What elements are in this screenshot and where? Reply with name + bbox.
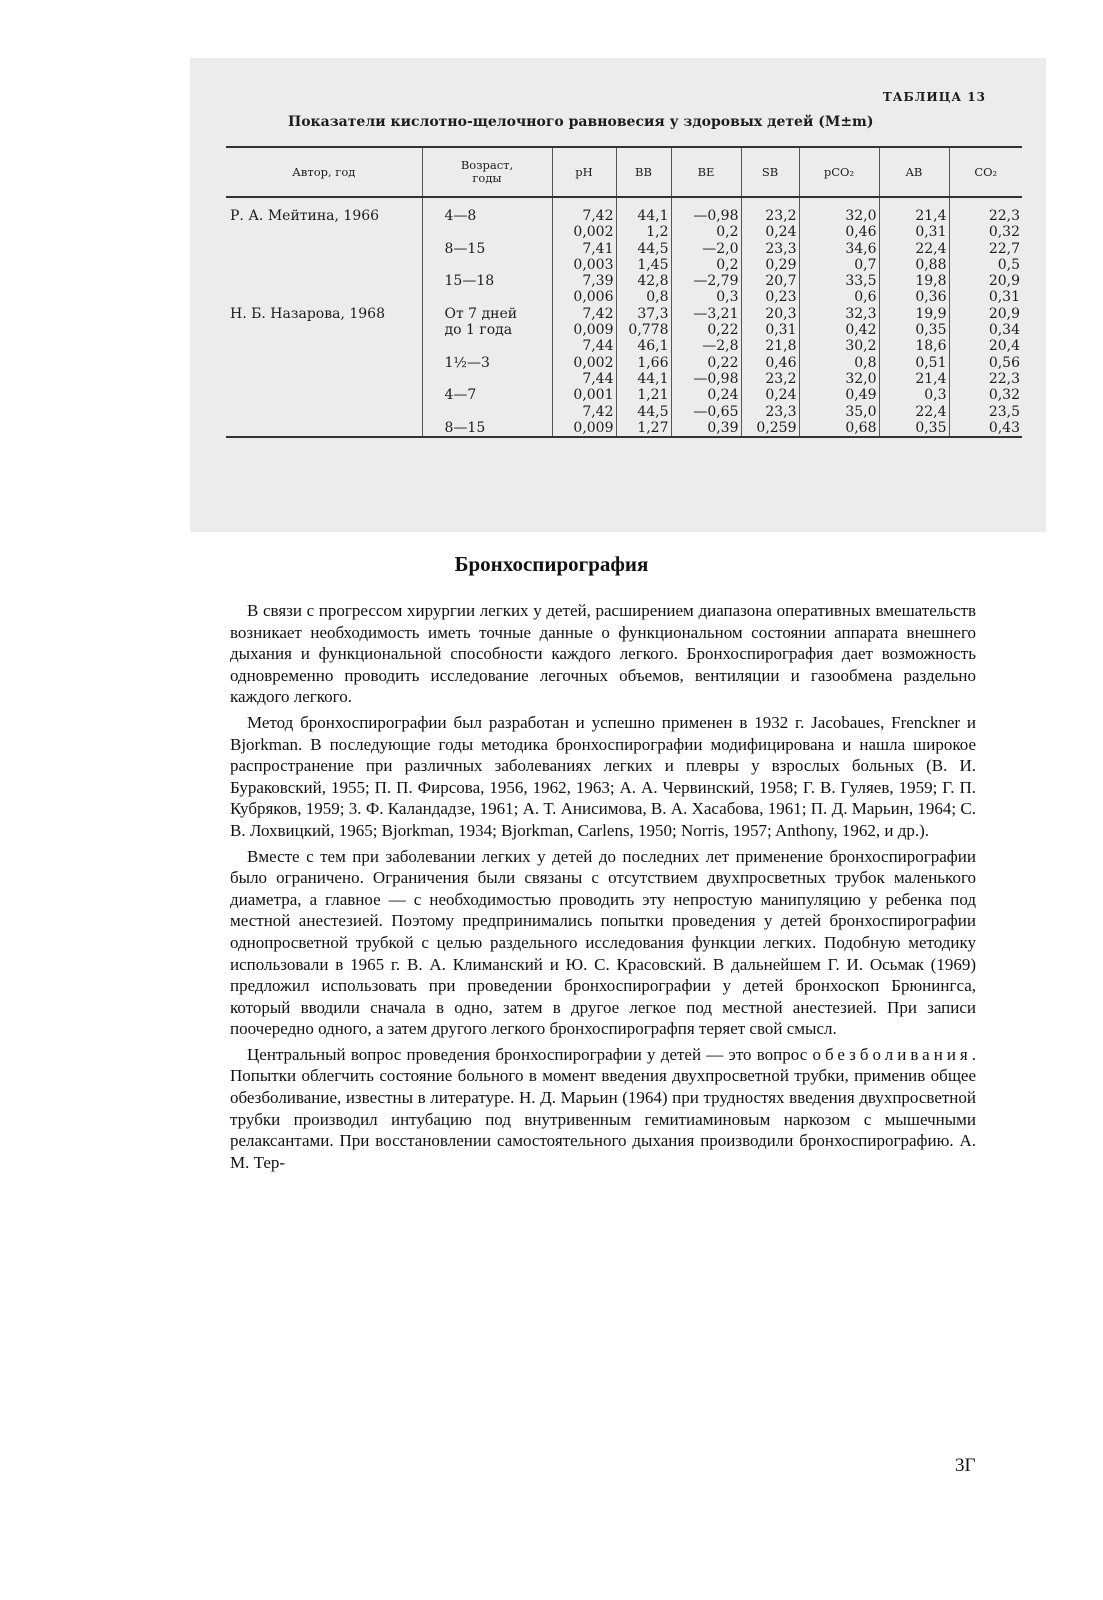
cell-bb: 46,1 (616, 338, 671, 354)
cell-be: —0,98 (671, 208, 741, 224)
header-ph: pH (552, 147, 616, 197)
cell-pco2: 35,0 (799, 404, 879, 420)
header-co2: CO₂ (949, 147, 1022, 197)
table-row (226, 404, 1022, 420)
table-spacer-row (226, 197, 1022, 208)
cell-author (226, 338, 422, 354)
cell-co2: 20,9 (949, 273, 1022, 289)
cell-be: —3,21 (671, 306, 741, 322)
cell-bb: 44,5 (616, 404, 671, 420)
cell-co2: 0,31 (949, 289, 1022, 305)
cell-co2: 23,5 (949, 404, 1022, 420)
cell-sb: 0,24 (741, 224, 799, 240)
header-sb: SB (741, 147, 799, 197)
cell-bb: 1,66 (616, 355, 671, 371)
cell-sb: 0,259 (741, 420, 799, 437)
cell-be: 0,22 (671, 355, 741, 371)
cell-ab: 0,3 (879, 387, 949, 403)
cell-co2: 0,32 (949, 224, 1022, 240)
section-heading: Бронхоспирография (454, 552, 649, 576)
page-number: 3Г (955, 1455, 976, 1476)
acid-base-table (226, 146, 1022, 438)
cell-ph: 7,42 (552, 208, 616, 224)
cell-co2: 22,3 (949, 371, 1022, 387)
cell-age: 4—8 (422, 208, 552, 224)
cell-sb: 23,3 (741, 404, 799, 420)
cell-sb: 0,31 (741, 322, 799, 338)
cell-age: 8—15 (422, 241, 552, 257)
cell-age (422, 257, 552, 273)
table-row (226, 338, 1022, 354)
cell-sb: 23,2 (741, 371, 799, 387)
cell-ph: 0,003 (552, 257, 616, 273)
cell-be: —0,65 (671, 404, 741, 420)
cell-sb: 0,23 (741, 289, 799, 305)
cell-sb: 23,2 (741, 208, 799, 224)
cell-ph: 0,009 (552, 322, 616, 338)
cell-ph: 7,42 (552, 404, 616, 420)
cell-ab: 21,4 (879, 371, 949, 387)
cell-be: 0,2 (671, 224, 741, 240)
cell-age: 4—7 (422, 387, 552, 403)
cell-ph: 7,44 (552, 338, 616, 354)
cell-be: 0,22 (671, 322, 741, 338)
header-author: Автор, год (226, 147, 422, 197)
cell-author (226, 355, 422, 371)
header-ab: AB (879, 147, 949, 197)
cell-ab: 22,4 (879, 241, 949, 257)
cell-be: —0,98 (671, 371, 741, 387)
cell-pco2: 0,6 (799, 289, 879, 305)
cell-co2: 20,9 (949, 306, 1022, 322)
cell-ab: 0,88 (879, 257, 949, 273)
cell-sb: 0,29 (741, 257, 799, 273)
cell-author (226, 322, 422, 338)
cell-pco2: 34,6 (799, 241, 879, 257)
cell-ab: 0,31 (879, 224, 949, 240)
cell-co2: 22,7 (949, 241, 1022, 257)
cell-ab: 22,4 (879, 404, 949, 420)
table-row (226, 371, 1022, 387)
cell-author (226, 257, 422, 273)
paragraph: В связи с прогрессом хирургии легких у детей, расширением диапазона оперативных вмешательств возникает необходимость иметь точные данные о функциональном состоянии аппарата внешнего дыхания и функциональной способности каждого легкого. Бронхоспирография дает возможность одновременно проводить исследование легочных объемов, вентиляции и газообмена раздельно каждого легкого. (230, 601, 976, 707)
cell-be: 0,2 (671, 257, 741, 273)
cell-bb: 44,5 (616, 241, 671, 257)
cell-age (422, 224, 552, 240)
cell-ph: 7,41 (552, 241, 616, 257)
header-be: BE (671, 147, 741, 197)
cell-pco2: 0,7 (799, 257, 879, 273)
cell-ab: 0,35 (879, 420, 949, 437)
cell-bb: 1,2 (616, 224, 671, 240)
cell-author: Н. Б. Назарова, 1968 (230, 305, 385, 322)
cell-age: 1½—3 (422, 355, 552, 371)
emphasized-term: обезболивания (812, 1044, 972, 1064)
table-header-row (226, 147, 1022, 197)
cell-age (422, 289, 552, 305)
paragraph: Метод бронхоспирографии был разработан и успешно применен в 1932 г. Jacobaues, Frenckner и Bjorkman. В последующие годы методика бронхоспирографии модифицирована и нашла широкое распространение при различных заболеваниях легких и плевры у взрослых больных (В. И. Бураковский, 1955; П. П. Фирсова, 1956, 1962, 1963; А. А. Червинский, 1958; Г. В. Гуляев, 1959; Г. П. Кубряков, 1959; 3. Ф. Каландадзе, 1961; А. Т. Анисимова, В. А. Хасабова, 1961; П. Д. Марьин, 1964; С. В. Лохвицкий, 1965; Bjorkman, 1934; Bjorkman, Carlens, 1950; Norris, 1957; Anthony, 1962, и др.). (230, 712, 976, 840)
header-bb: BB (616, 147, 671, 197)
table-row (226, 208, 1022, 224)
cell-ab: 21,4 (879, 208, 949, 224)
cell-pco2: 32,0 (799, 371, 879, 387)
cell-be: 0,3 (671, 289, 741, 305)
cell-ph: 0,002 (552, 355, 616, 371)
cell-ph: 7,44 (552, 371, 616, 387)
cell-bb: 1,21 (616, 387, 671, 403)
cell-pco2: 32,3 (799, 306, 879, 322)
cell-bb: 44,1 (616, 208, 671, 224)
cell-bb: 0,8 (616, 289, 671, 305)
cell-be: —2,79 (671, 273, 741, 289)
cell-pco2: 33,5 (799, 273, 879, 289)
paragraph: Центральный вопрос проведения бронхоспирографии у детей — это вопрос обезболивания. Попытки облегчить состояние больного в момент введения двухпросветной трубки, применив общее обезболивание, известны в литературе. Н. Д. Марьин (1964) при трудностях введения двухпросветной трубки производил интубацию под внутривенным гемитиаминовым наркозом с мышечными релаксантами. При восстановлении самостоятельного дыхания производили бронхоспирографию. А. М. Тер- (230, 1044, 976, 1172)
cell-age: 15—18 (422, 273, 552, 289)
cell-age: 8—15 (422, 420, 552, 437)
cell-ab: 0,35 (879, 322, 949, 338)
cell-bb: 42,8 (616, 273, 671, 289)
cell-author (226, 387, 422, 403)
table-row (226, 387, 1022, 403)
cell-author (226, 289, 422, 305)
cell-co2: 0,43 (949, 420, 1022, 437)
cell-age (422, 338, 552, 354)
table-row (226, 355, 1022, 371)
cell-ab: 18,6 (879, 338, 949, 354)
cell-co2: 0,34 (949, 322, 1022, 338)
cell-sb: 0,24 (741, 387, 799, 403)
table-row (226, 420, 1022, 437)
cell-be: 0,39 (671, 420, 741, 437)
paragraph: Вместе с тем при заболевании легких у детей до последних лет применение бронхоспирографии было ограничено. Ограничения были связаны с отсутствием двухпросветных трубок маленького диаметра, а главное — с необходимостью проводить эту непростую манипуляцию у ребенка под местной анестезией. Поэтому предпринимались попытки проведения у детей бронхоспирографии однопросветной трубкой с целью раздельного исследования функции легких. Подобную методику использовали в 1965 г. В. А. Климанский и Ю. С. Красовский. В дальнейшем Г. И. Осьмак (1969) предложил использовать при проведении бронхоспирографии у детей бронхоскоп Брюнингса, который вводили сначала в одно, затем в другое легкое под местной анестезией. При записи поочередно одного, а затем другого легкого бронхоспирографпя теряет свой смысл. (230, 846, 976, 1039)
table-row (226, 273, 1022, 289)
cell-author (226, 241, 422, 257)
cell-age (422, 371, 552, 387)
cell-pco2: 0,68 (799, 420, 879, 437)
cell-be: —2,0 (671, 241, 741, 257)
cell-bb: 44,1 (616, 371, 671, 387)
table-row (226, 257, 1022, 273)
cell-sb: 20,3 (741, 306, 799, 322)
table-row (226, 241, 1022, 257)
cell-author (226, 273, 422, 289)
scanned-table-image (190, 58, 1046, 532)
cell-sb: 23,3 (741, 241, 799, 257)
cell-pco2: 0,49 (799, 387, 879, 403)
cell-co2: 20,4 (949, 338, 1022, 354)
cell-author (226, 404, 422, 420)
cell-ph: 7,39 (552, 273, 616, 289)
cell-ph: 0,006 (552, 289, 616, 305)
cell-sb: 0,46 (741, 355, 799, 371)
cell-age: От 7 дней (422, 306, 552, 322)
cell-bb: 0,778 (616, 322, 671, 338)
table-body (226, 197, 1022, 437)
cell-ab: 0,36 (879, 289, 949, 305)
cell-author (226, 371, 422, 387)
cell-age: до 1 года (422, 322, 552, 338)
cell-pco2: 32,0 (799, 208, 879, 224)
body-text (230, 600, 976, 1177)
cell-author (226, 224, 422, 240)
cell-co2: 0,56 (949, 355, 1022, 371)
cell-ab: 19,9 (879, 306, 949, 322)
cell-co2: 0,5 (949, 257, 1022, 273)
cell-bb: 1,45 (616, 257, 671, 273)
table-row (226, 306, 1022, 322)
cell-sb: 21,8 (741, 338, 799, 354)
cell-pco2: 0,42 (799, 322, 879, 338)
cell-ab: 19,8 (879, 273, 949, 289)
cell-bb: 37,3 (616, 306, 671, 322)
cell-ph: 0,009 (552, 420, 616, 437)
cell-be: —2,8 (671, 338, 741, 354)
table-number: ТАБЛИЦА 13 (882, 90, 986, 104)
table-caption: Показатели кислотно-щелочного равновесия у здоровых детей (M±m) (288, 114, 874, 130)
cell-pco2: 30,2 (799, 338, 879, 354)
cell-ph: 7,42 (552, 306, 616, 322)
cell-bb: 1,27 (616, 420, 671, 437)
header-age: Возраст, годы (422, 147, 552, 197)
table-row (226, 224, 1022, 240)
cell-pco2: 0,46 (799, 224, 879, 240)
cell-author (226, 420, 422, 437)
cell-be: 0,24 (671, 387, 741, 403)
cell-ab: 0,51 (879, 355, 949, 371)
cell-ph: 0,001 (552, 387, 616, 403)
table-row (226, 322, 1022, 338)
cell-author: Р. А. Мейтина, 1966 (230, 208, 380, 224)
cell-co2: 0,32 (949, 387, 1022, 403)
cell-pco2: 0,8 (799, 355, 879, 371)
cell-sb: 20,7 (741, 273, 799, 289)
cell-age (422, 404, 552, 420)
cell-co2: 22,3 (949, 208, 1022, 224)
table-row (226, 289, 1022, 305)
header-pco2: pCO₂ (799, 147, 879, 197)
cell-ph: 0,002 (552, 224, 616, 240)
